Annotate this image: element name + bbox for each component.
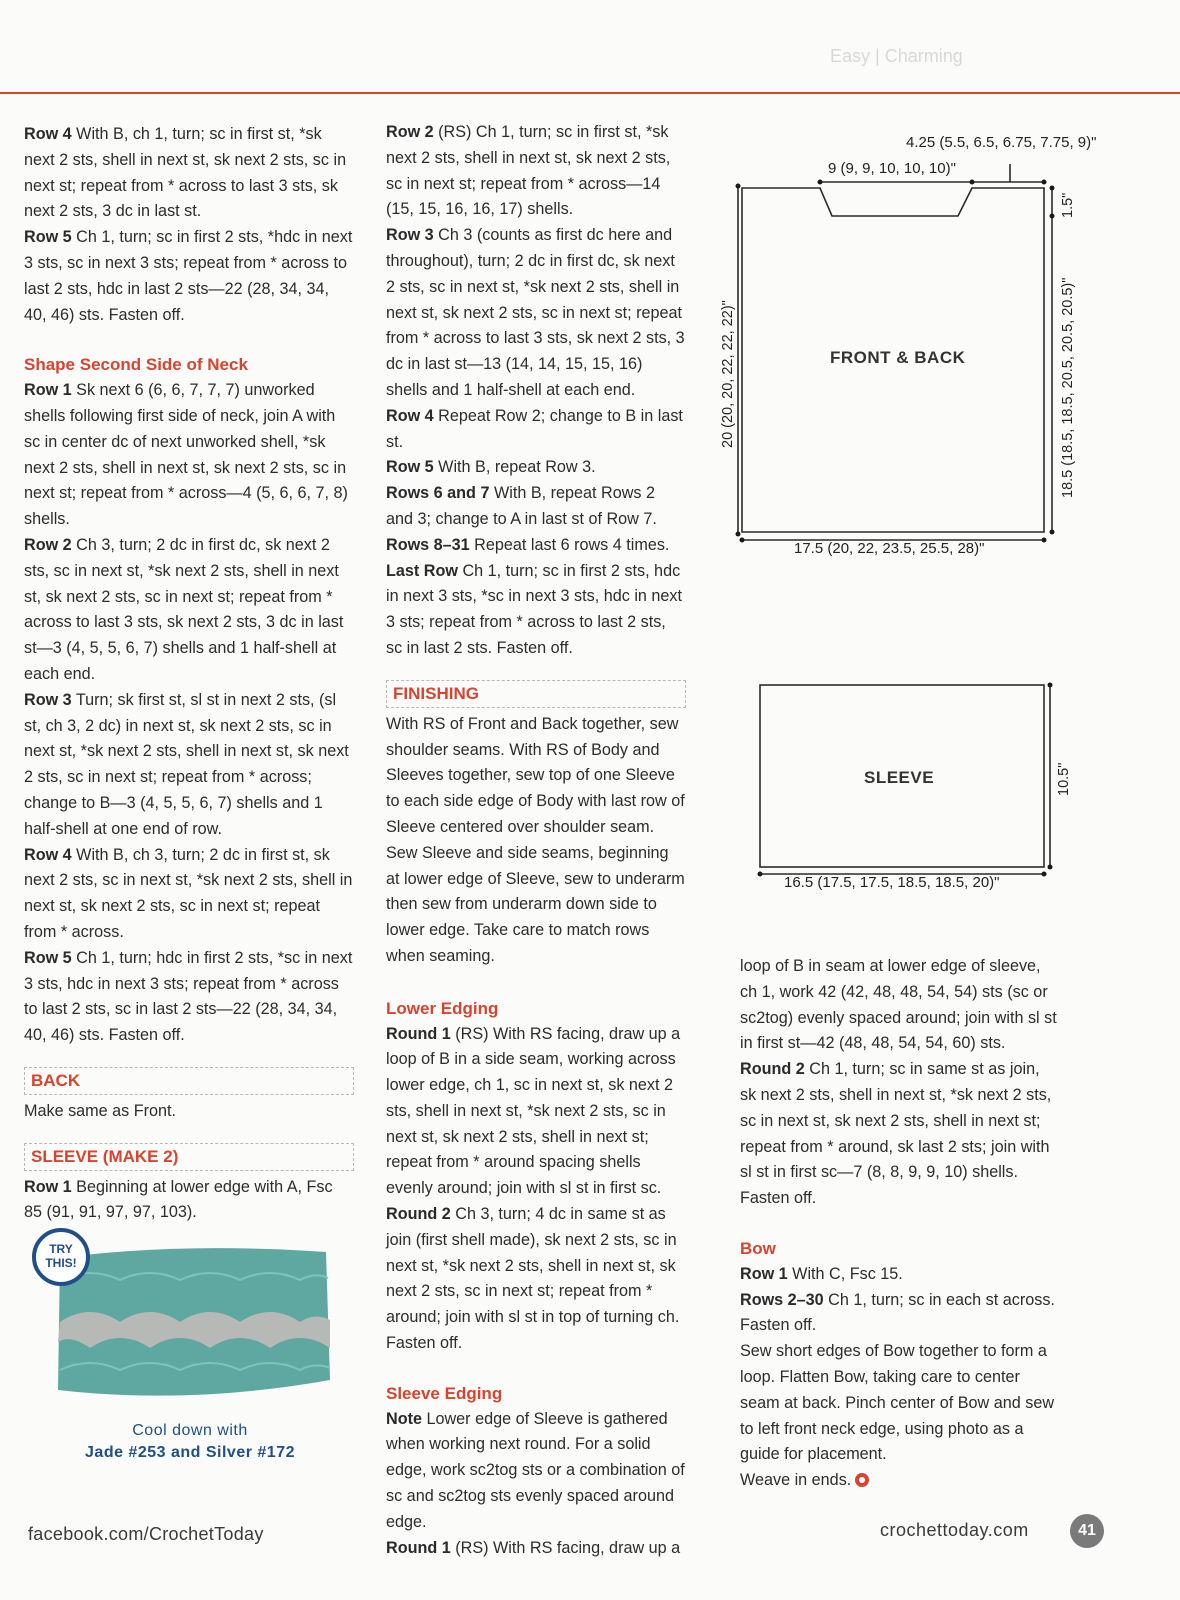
row-text: With B, repeat Row 3. xyxy=(433,458,596,477)
footer-website-link[interactable]: crochettoday.com xyxy=(880,1520,1029,1540)
paragraph: loop of B in seam at lower edge of sleeve, ch 1, work 42 (42, 48, 48, 54, 54) sts (sc or sc2tog) evenly spaced around; join with sl st in first st—42 (48, 48, 54, 54, 60) sts. xyxy=(740,957,1057,1053)
sleeve-label: SLEEVE xyxy=(864,768,935,787)
paragraph xyxy=(386,455,686,481)
row-label: Row 1 xyxy=(24,1177,72,1196)
paragraph xyxy=(24,533,354,688)
paragraph xyxy=(24,946,354,1049)
row-text: With B, ch 1, turn; sc in first st, *sk next 2 sts, shell in next st, sk next 2 sts, sc in next st; repeat from * across to last 3 sts, sk next 2 sts, 3 dc in last st. xyxy=(24,125,347,221)
column-3 xyxy=(740,954,1060,1494)
header-ghost-text: Easy | Charming xyxy=(830,46,963,66)
section-heading-finishing: FINISHING xyxy=(386,680,686,708)
row-text: (RS) Ch 1, turn; sc in first st, *sk next 2 sts, shell in next st, sk next 2 sts, sc in next st; repeat from * across—14 (15, 15, 16, 16, 17) shells. xyxy=(386,123,671,219)
row-text: (RS) With RS facing, draw up a xyxy=(450,1538,681,1557)
row-text: Repeat Row 2; change to B in last st. xyxy=(386,406,683,451)
paragraph xyxy=(386,1536,686,1562)
row-label: Row 4 xyxy=(386,406,434,425)
paragraph xyxy=(24,1175,354,1227)
row-text: Weave in ends. xyxy=(740,1471,852,1490)
row-text: Ch 3 (counts as first dc here and throughout), turn; 2 dc in first dc, sk next 2 sts, sc in next st, *sk next 2 sts, shell in next st, sk next 2 sts, sc in next st; repeat from * across to last 3 sts, sk next 2 sts, 3 dc in last st—13 (14, 14, 15, 15, 16) shells and 1 half-shell at each end. xyxy=(386,226,685,399)
top-outer-label: 4.25 (5.5, 6.5, 6.75, 7.75, 9)" xyxy=(906,134,1097,151)
row-label: Row 2 xyxy=(386,123,434,141)
page-number: 41 xyxy=(1070,1514,1104,1548)
paragraph: Sew short edges of Bow together to form a loop. Flatten Bow, taking care to center seam at back. Pinch center of Bow and sew to left front neck edge, using photo as a guide for placement. xyxy=(740,1342,1055,1464)
paragraph xyxy=(386,559,686,662)
row-label: Row 5 xyxy=(24,948,72,967)
swatch-caption xyxy=(60,1420,320,1464)
row-text: With C, Fsc 15. xyxy=(787,1264,903,1283)
paragraph: Make same as Front. xyxy=(24,1101,177,1120)
section-heading: Bow xyxy=(740,1238,776,1258)
row-text: Ch 1, turn; hdc in first 2 sts, *sc in next 3 sts, hdc in next 3 sts; repeat from * across to last 2 sts, sc in last 2 sts—22 (28, 34, 34, 40, 46) sts. Fasten off. xyxy=(24,948,353,1045)
row-label: Round 2 xyxy=(386,1205,451,1224)
section-heading: Lower Edging xyxy=(386,998,499,1018)
paragraph xyxy=(386,404,686,456)
row-label: Rows 6 and 7 xyxy=(386,484,490,503)
row-text: Ch 1, turn; sc in first 2 sts, *hdc in next 3 sts, sc in next 3 sts; repeat from * across to last 2 sts, hdc in last 2 sts—22 (28, 34, 34, 40, 46) sts. Fasten off. xyxy=(24,228,353,324)
row-label: Row 1 xyxy=(24,381,72,400)
front-bottom-label: 17.5 (20, 22, 23.5, 25.5, 28)" xyxy=(794,540,985,557)
row-text: Sk next 6 (6, 6, 7, 7, 7) unworked shells following first side of neck, join A with sc in center dc of next unworked shell, *sk next 2 sts, shell in next st, sk next 2 sts, sc in next st; repeat from * across—4 (5, 6, 6, 7, 8) shells. xyxy=(24,381,348,529)
row-label: Round 1 xyxy=(386,1024,451,1043)
section-heading-back: BACK xyxy=(24,1067,354,1095)
row-text: With B, repeat Rows 2 and 3; change to A in last st of Row 7. xyxy=(386,484,657,528)
row-label: Round 2 xyxy=(740,1060,805,1079)
row-text: Lower edge of Sleeve is gathered when working next round. For a solid edge, work sc2tog sts or a combination of sc and sc2tog sts evenly spaced around edge. xyxy=(386,1409,685,1531)
row-text: Ch 1, turn; sc in same st as join, sk next 2 sts, shell in next st, *sk next 2 sts, sc in next st, sk next 2 sts, shell in next st; repeat from * around, sk last 2 sts; join with sl st in first sc—7 (8, 8, 9, 9, 10) shells. Fasten off. xyxy=(740,1060,1052,1208)
section-heading: Shape Second Side of Neck xyxy=(24,355,248,375)
section-heading: Sleeve Edging xyxy=(386,1383,503,1403)
column-2 xyxy=(386,120,686,1561)
row-text: Ch 1, turn; sc in first 2 sts, hdc in next 3 sts, *sc in next 3 sts, hdc in next 3 sts; repeat from * across to last 2 sts, sc in last 2 sts. Fasten off. xyxy=(386,561,683,657)
header-rule xyxy=(0,92,1180,94)
sleeve-side-label: 10.5" xyxy=(1056,762,1072,796)
row-label: Round 1 xyxy=(386,1538,451,1557)
row-label: Row 3 xyxy=(386,226,434,245)
column-1 xyxy=(24,122,354,1226)
row-label: Last Row xyxy=(386,561,458,580)
paragraph xyxy=(386,1202,686,1357)
sleeve-bottom-label: 16.5 (17.5, 17.5, 18.5, 18.5, 20)" xyxy=(784,874,1000,891)
row-label: Row 4 xyxy=(24,125,72,143)
right-body-label: 18.5 (18.5, 18.5, 20.5, 20.5, 20.5)" xyxy=(1060,277,1076,498)
paragraph xyxy=(24,843,354,946)
paragraph xyxy=(740,1288,1060,1340)
paragraph xyxy=(24,225,354,328)
footer-facebook-link[interactable]: facebook.com/CrochetToday xyxy=(28,1524,264,1544)
paragraph xyxy=(24,688,354,843)
caption-line: Cool down with xyxy=(132,1422,248,1439)
row-label: Row 4 xyxy=(24,845,72,864)
paragraph xyxy=(386,223,686,404)
section-heading-sleeve: SLEEVE (MAKE 2) xyxy=(24,1143,354,1171)
row-text: Beginning at lower edge with A, Fsc 85 (91, 91, 97, 97, 103). xyxy=(24,1177,333,1222)
schematic-lines xyxy=(720,120,1160,920)
row-text: (RS) With RS facing, draw up a loop of B in a side seam, working across lower edge, ch 1, sc in next st, sk next 2 sts, shell in next st, *sk next 2 sts, sc in next st, sk next 2 sts, shell in next st; repeat from * around spacing shells evenly around; join with sl st in first sc. xyxy=(386,1024,681,1198)
left-height-label: 20 (20, 20, 22, 22, 22)" xyxy=(720,300,736,448)
row-text: Ch 3, turn; 4 dc in same st as join (first shell made), sk next 2 sts, sc in next st, *sk next 2 sts, shell in next st, sk next 2 sts, sc in next st; repeat from * around; join with sl st in top of turning ch. Fasten off. xyxy=(386,1205,680,1353)
paragraph xyxy=(740,1262,1060,1288)
row-text: Ch 1, turn; sc in each st across. Fasten off. xyxy=(740,1290,1055,1335)
row-label: Row 5 xyxy=(24,228,72,247)
paragraph xyxy=(386,1022,686,1203)
try-this-badge: TRY THIS! xyxy=(32,1228,90,1286)
row-text: With B, ch 3, turn; 2 dc in first st, sk next 2 sts, sc in next st, *sk next 2 sts, shell in next st, sk next 2 sts, sc in next st; repeat from * across. xyxy=(24,845,353,941)
paragraph xyxy=(24,122,354,225)
row-text: Repeat last 6 rows 4 times. xyxy=(469,535,670,554)
paragraph xyxy=(386,1407,686,1536)
top-inner-label: 9 (9, 9, 10, 10, 10)" xyxy=(828,160,956,177)
paragraph xyxy=(740,1468,1060,1494)
paragraph xyxy=(386,481,686,533)
row-label: Row 5 xyxy=(386,458,434,477)
row-label: Rows 8–31 xyxy=(386,535,470,554)
row-label: Row 2 xyxy=(24,535,72,554)
paragraph xyxy=(740,1057,1060,1212)
schematic-diagram xyxy=(720,120,1160,920)
front-back-label: FRONT & BACK xyxy=(830,348,966,367)
row-label: Rows 2–30 xyxy=(740,1290,824,1309)
row-label: Row 1 xyxy=(740,1264,788,1283)
row-label: Row 3 xyxy=(24,690,72,709)
end-mark-icon xyxy=(855,1473,869,1487)
row-text: Ch 3, turn; 2 dc in first dc, sk next 2 sts, sc in next st, *sk next 2 sts, shell in next st, sk next 2 sts, sc in next st; repeat from * across to last 3 sts, sk next 2 sts, 3 dc in last st—3 (4, 5, 5, 6, 7) shells and 1 half-shell at each end. xyxy=(24,535,344,683)
row-text: Turn; sk first st, sl st in next 2 sts, (sl st, ch 3, 2 dc) in next st, sk next 2 sts, sc in next st, *sk next 2 sts, shell in next st, sk next 2 sts, sc in next st; repeat from * across; change to B—3 (4, 5, 5, 6, 7) shells and 1 half-shell at one end of row. xyxy=(24,690,349,838)
paragraph: With RS of Front and Back together, sew shoulder seams. With RS of Body and Sleeves together, sew top of one Sleeve to each side edge of Body with last row of Sleeve centered over shoulder seam. Sew Sleeve and side seams, beginning at lower edge of Sleeve, sew to underarm then sew from underarm down side to lower edge. Take care to match rows when seaming. xyxy=(386,714,685,965)
paragraph xyxy=(386,533,686,559)
caption-line: Jade #253 and Silver #172 xyxy=(85,1444,295,1461)
paragraph xyxy=(24,378,354,533)
right-top-label: 1.5" xyxy=(1060,192,1076,218)
row-label: Note xyxy=(386,1409,422,1428)
paragraph xyxy=(386,120,686,223)
